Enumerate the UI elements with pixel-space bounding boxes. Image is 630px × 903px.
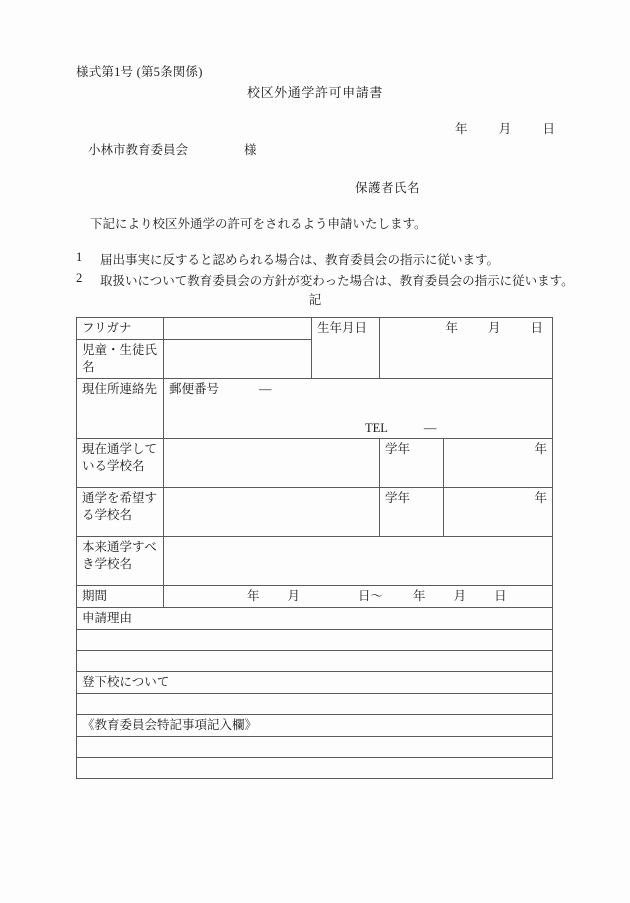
period-from-day: 日〜 xyxy=(358,589,384,604)
table-row-desired-school xyxy=(77,488,553,537)
commute-label: 登下校について xyxy=(77,672,553,694)
form-number: 様式第1号 (第5条関係) xyxy=(76,65,203,79)
board-notes-input-line-2[interactable] xyxy=(77,757,553,778)
reason-label: 申請理由 xyxy=(77,608,553,630)
student-name-label: 児童・生徒氏名 xyxy=(77,339,164,378)
tel-dash: — xyxy=(423,420,437,435)
table-row-board-notes-blank xyxy=(77,757,553,778)
table-row-reason-label xyxy=(77,608,553,630)
date-year-label: 年 xyxy=(455,122,468,136)
address-label: 現住所連絡先 xyxy=(77,378,164,439)
address-input[interactable] xyxy=(164,378,553,439)
term-number: 1 xyxy=(76,250,83,264)
table-row-period xyxy=(77,586,553,608)
dob-input[interactable] xyxy=(380,318,553,379)
commute-input-line-1[interactable] xyxy=(77,694,553,715)
terms-list xyxy=(76,250,574,292)
desired-school-input[interactable] xyxy=(164,488,380,537)
term-text: 届出事実に反すると認められる場合は、教育委員会の指示に従います。 xyxy=(100,253,500,267)
period-to-year: 年 xyxy=(413,589,426,604)
tel-label: TEL xyxy=(365,420,388,435)
term-item xyxy=(76,271,574,289)
table-row-board-notes-label xyxy=(77,715,553,737)
dob-month-label: 月 xyxy=(487,321,501,335)
table-row-reason-blank xyxy=(77,630,553,651)
board-notes-label: 《教育委員会特記事項記入欄》 xyxy=(77,715,553,737)
addressee-honorific: 様 xyxy=(244,143,257,157)
table-row-proper-school xyxy=(77,537,553,586)
addressee-line xyxy=(88,140,257,158)
table-row-commute-label xyxy=(77,672,553,694)
current-school-input[interactable] xyxy=(164,439,380,488)
guardian-name-label: 保護者氏名 xyxy=(355,181,421,195)
proper-school-label: 本来通学すべき学校名 xyxy=(77,537,164,586)
table-row-furigana xyxy=(77,318,553,340)
term-item xyxy=(76,250,574,268)
period-input[interactable] xyxy=(164,586,553,608)
term-text: 取扱いについて教育委員会の方針が変わった場合は、教育委員会の指示に従います。 xyxy=(100,274,574,288)
current-grade-label: 学年 xyxy=(380,439,444,488)
dob-label: 生年月日 xyxy=(312,318,380,379)
document-title: 校区外通学許可申請書 xyxy=(246,85,383,100)
student-name-input[interactable] xyxy=(164,339,312,378)
current-school-label: 現在通学している学校名 xyxy=(77,439,164,488)
ki-marker: 記 xyxy=(308,293,322,307)
desired-school-label: 通学を希望する学校名 xyxy=(77,488,164,537)
postal-dash: — xyxy=(259,381,272,396)
reason-input-line-2[interactable] xyxy=(77,651,553,672)
dob-year-label: 年 xyxy=(445,321,458,335)
table-row-commute-blank xyxy=(77,694,553,715)
reason-input-line-1[interactable] xyxy=(77,630,553,651)
furigana-label: フリガナ xyxy=(77,318,164,340)
desired-grade-input[interactable]: 年 xyxy=(444,488,553,537)
table-row-board-notes-blank xyxy=(77,736,553,757)
desired-grade-label: 学年 xyxy=(380,488,444,537)
lead-sentence: 下記により校区外通学の許可をされるよう申請いたします。 xyxy=(90,217,427,231)
postal-label: 郵便番号 xyxy=(169,381,220,396)
table-row-address xyxy=(77,378,553,439)
table-row-current-school xyxy=(77,439,553,488)
current-grade-input[interactable]: 年 xyxy=(444,439,553,488)
period-from-month: 月 xyxy=(287,589,301,604)
date-day-label: 日 xyxy=(542,122,555,136)
tel-line xyxy=(169,420,547,437)
period-to-day: 日 xyxy=(494,589,507,604)
period-to-month: 月 xyxy=(453,589,467,604)
date-month-label: 月 xyxy=(498,122,512,136)
period-label: 期間 xyxy=(77,586,164,608)
term-number: 2 xyxy=(76,271,83,285)
dob-day-label: 日 xyxy=(530,321,543,335)
submission-date-line xyxy=(455,119,555,137)
application-table xyxy=(76,317,553,779)
board-notes-input-line-1[interactable] xyxy=(77,736,553,757)
proper-school-input[interactable] xyxy=(164,537,553,586)
table-row-reason-blank xyxy=(77,651,553,672)
furigana-input[interactable] xyxy=(164,318,312,340)
period-from-year: 年 xyxy=(247,589,260,604)
addressee-name: 小林市教育委員会 xyxy=(88,143,189,157)
